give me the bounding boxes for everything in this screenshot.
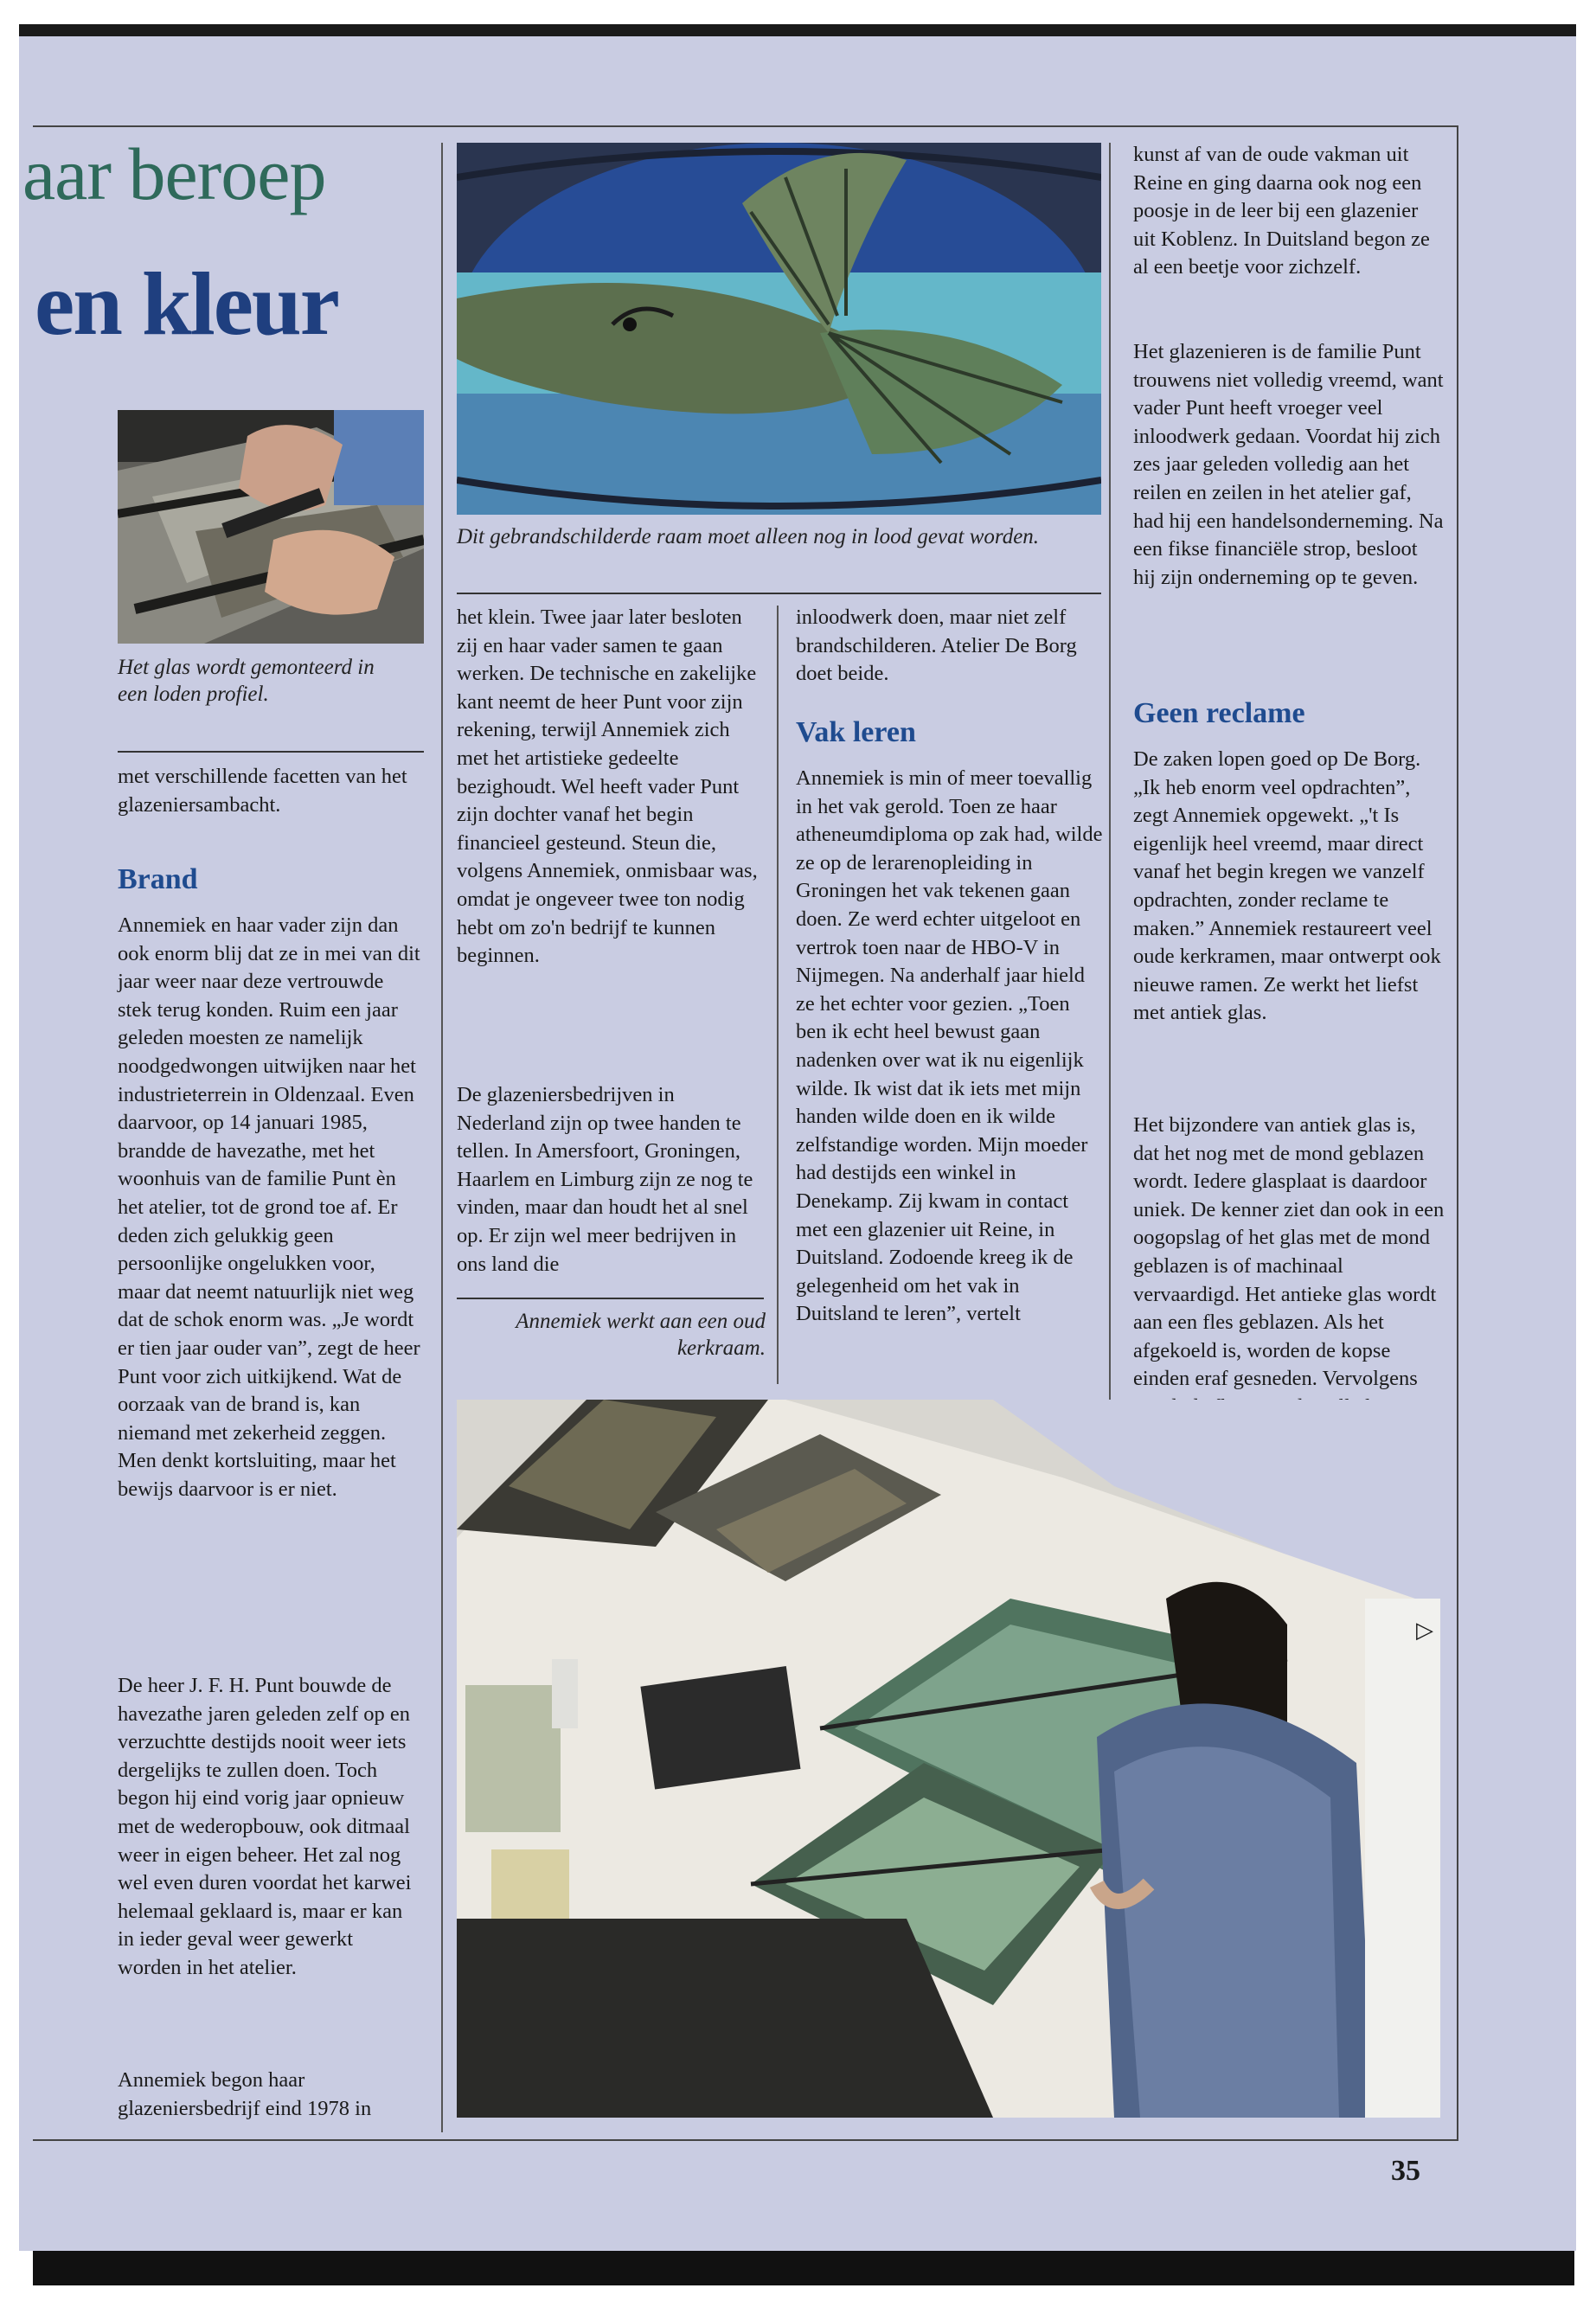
column-divider-2 (777, 606, 779, 1384)
caption-church-window: Annemiek werkt aan een oud kerkraam. (516, 1310, 766, 1360)
caption-rule-3 (457, 1298, 764, 1299)
caption-rule-2 (457, 593, 1101, 594)
bottom-scan-edge (33, 2251, 1574, 2285)
caption-bird: Dit gebrandschilderde raam moet alleen nog in lood gevat worden. (457, 525, 1040, 548)
col1-paragraph-1: Annemiek en haar vader zijn dan ook enorm blij dat ze in mei van dit jaar weer naar deze vertrouwde stek terug konden. Ruim een jaar geleden moesten ze namelijk noodgedwongen uitwijken naar het industrieterrein in Oldenzaal. Even daarvoor, op 14 januari 1985, brandde de havezathe, met het woonhuis van de familie Punt èn het atelier, tot de grond toe af. Er deden zich gelukkig geen persoonlijke ongelukken voor, maar dat neemt natuurlijk niet weg dat de schok enorm was. „Je wordt er tien jaar ouder van”, zegt de heer Punt voor zich uitkijkend. Wat de oorzaak van de brand is, kan niemand met zekerheid zeggen. Men denkt kortsluiting, maar het bewijs daarvoor is er niet. (118, 913, 420, 1501)
caption-glass: Het glas wordt gemonteerd in een loden profiel. (118, 656, 375, 706)
col3-paragraph-1: inloodwerk doen, maar niet zelf brandschilderen. Atelier De Borg doet beide. (796, 606, 1077, 686)
continue-arrow-icon: ▷ (1416, 1618, 1433, 1643)
photo-stained-glass-bird (457, 143, 1101, 515)
column-divider-1 (441, 143, 443, 2132)
top-scan-edge (19, 24, 1576, 36)
photo-light-table (457, 1400, 1440, 2118)
col1-paragraph-3: Annemiek begon haar glazeniersbedrijf eind 1978 in (118, 2068, 372, 2120)
col4-paragraph-1: kunst af van de oude vakman uit Reine en ging daarna ook nog een poosje in de leer bij een glazenier uit Koblenz. In Duitsland begon ze al een beetje voor zichzelf. (1133, 143, 1430, 279)
heading-brand: Brand (118, 863, 198, 895)
heading-geen-reclame: Geen reclame (1133, 697, 1305, 729)
col2-paragraph-2: De glazeniersbedrijven in Nederland zijn op twee handen te tellen. In Amersfoort, Groningen, Haarlem en Limburg zijn ze nog te vinden, maar dan houdt het al snel op. Er zijn wel meer bedrijven in ons land die (457, 1083, 753, 1276)
column-divider-3 (1109, 143, 1111, 1527)
caption-rule-1 (118, 751, 424, 753)
frame-line-right (1457, 125, 1458, 2141)
col4-paragraph-2: Het glazenieren is de familie Punt trouwens niet volledig vreemd, want vader Punt heeft vroeger veel inloodwerk gedaan. Voordat hij zich zes jaar geleden volledig aan het reilen en zeilen in het atelier gaf, had hij een handelsonderneming. Na een fikse financiële strop, besloot hij zijn onderneming op te geven. (1133, 340, 1444, 589)
col3-paragraph-2: Annemiek is min of meer toevallig in het vak gerold. Toen ze haar atheneumdiploma op zak had, wilde ze op de lerarenopleiding in Groningen het vak tekenen gaan doen. Ze werd echter uitgeloot en vertrok toen naar de HBO-V in Nijmegen. Na anderhalf jaar hield ze het echter voor gezien. „Toen ben ik echt heel bewust gaan nadenken over wat ik nu eigenlijk wilde. Ik wist dat ik iets met mijn handen wilde doen en ik wilde zelfstandige worden. Mijn moeder had destijds een winkel in Denekamp. Zij kwam in contact met een glazenier uit Reine, in Duitsland. Zodoende kreeg ik de gelegenheid om het vak in Duitsland te leren”, vertelt (796, 766, 1103, 1326)
headline-line-1: aar beroep (22, 132, 326, 215)
heading-vak-leren: Vak leren (796, 716, 916, 748)
frame-line-top (33, 125, 1458, 127)
frame-line-bottom (33, 2139, 1458, 2141)
photo-glass-mounting (118, 410, 424, 644)
headline-line-2: en kleur (35, 254, 338, 354)
col1-paragraph-2: De heer J. F. H. Punt bouwde de havezathe jaren geleden zelf op en verzuchtte destijds nooit weer iets dergelijks te zullen doen. Toch begon hij eind vorig jaar opnieuw met de wederopbouw, ook ditmaal weer in eigen beheer. Het zal nog wel even duren voordat het karwei helemaal geklaard is, maar er kan in ieder geval weer gewerkt worden in het atelier. (118, 1674, 412, 1979)
col4-paragraph-4: Het bijzondere van antiek glas is, dat het nog met de mond geblazen wordt. Iedere glasplaat is daardoor uniek. De kenner ziet dan ook in een oogopslag of het glas met de mond geblazen is of machinaal vervaardigd. Het antieke glas wordt aan een fles geblazen. Als het afgekoeld is, worden de kopse einden eraf gesneden. Vervolgens (1133, 1113, 1445, 1391)
page-number: 35 (1391, 2155, 1420, 2187)
col1-intro: met verschillende facetten van het glazeniersambacht. (118, 765, 407, 817)
col2-paragraph-1: het klein. Twee jaar later besloten zij en haar vader samen te gaan werken. De technische en zakelijke kant neemt de heer Punt voor zijn rekening, terwijl Annemiek zich met het artistieke gedeelte bezighoudt. Wel heeft vader Punt zijn dochter vanaf het begin financieel gesteund. Steun die, volgens Annemiek, onmisbaar was, omdat je ongeveer twee ton nodig hebt om zo'n bedrijf te kunnen beginnen. (457, 606, 758, 968)
col4-paragraph-3: De zaken lopen goed op De Borg. „Ik heb enorm veel opdrachten”, zegt Annemiek opgewekt. „'t Is eigenlijk heel vreemd, maar direct vanaf het begin kregen we vanzelf opdrachten, zonder reclame te maken.” Annemiek restaureert veel oude kerkramen, maar ontwerpt ook nieuwe ramen. Ze werkt het liefst met antiek glas. (1133, 747, 1441, 1025)
